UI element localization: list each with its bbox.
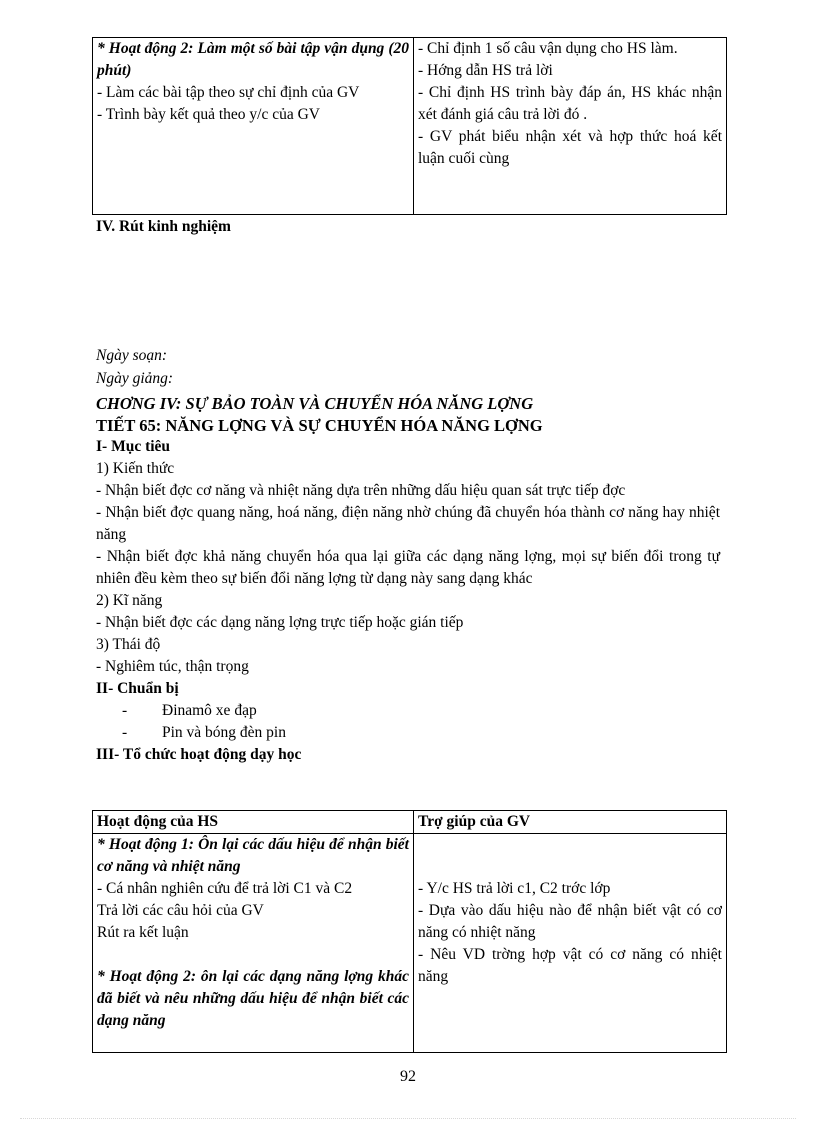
- teacher-support-cell: [414, 834, 727, 1053]
- page-number: 92: [400, 1068, 416, 1085]
- student-line: Trả lời các câu hỏi của GV: [97, 902, 264, 919]
- attitude-heading: 3) Thái độ: [96, 636, 161, 653]
- skills-item: - Nhận biết đợc các dạng năng lợng trực tiếp hoặc gián tiếp: [96, 614, 464, 631]
- teacher-line: - Chỉ định HS trình bày đáp án, HS khác nhận xét đánh giá câu trả lời đó .: [418, 84, 722, 123]
- student-activity-cell: [93, 834, 414, 1053]
- lesson-title: TIẾT 65: NĂNG LỢNG VÀ SỰ CHUYỂN HÓA NĂNG LỢNG: [96, 416, 543, 435]
- table-row: [93, 38, 727, 215]
- attitude-item: - Nghiêm túc, thận trọng: [96, 658, 249, 675]
- knowledge-item: - Nhận biết đợc cơ năng và nhiệt năng dựa trên những dấu hiệu quan sát trực tiếp đợc: [96, 482, 626, 499]
- dash-bullet: -: [122, 702, 128, 719]
- activity-1-title: * Hoạt động 1: Ôn lại các dấu hiệu để nhận biết cơ năng và nhiệt năng: [97, 836, 409, 875]
- activity-table-continued: [92, 37, 727, 215]
- header-teacher-support: Trợ giúp của GV: [414, 811, 727, 834]
- header-student-activity: Hoạt động của HS: [93, 811, 414, 834]
- section-iv-heading: IV. Rút kinh nghiệm: [96, 218, 231, 235]
- prep-item: Pin và bóng đèn pin: [162, 724, 286, 741]
- section-ii-heading: II- Chuẩn bị: [96, 680, 179, 697]
- teacher-line: - Nêu VD trờng hợp vật có cơ năng có nhiệt năng: [418, 946, 722, 985]
- teacher-line: - Y/c HS trả lời c1, C2 trớc lớp: [418, 880, 611, 897]
- teacher-line: - Chỉ định 1 số câu vận dụng cho HS làm.: [418, 40, 678, 57]
- section-i: [96, 436, 720, 766]
- list-item: [96, 722, 720, 744]
- knowledge-item: - Nhận biết đợc khả năng chuyển hóa qua lại giữa các dạng năng lợng, mọi sự biến đổi trong tự nhiên đều kèm theo sự biến đổi năng lợng từ dạng này sang dạng khác: [96, 548, 720, 587]
- activity-2-title: * Hoạt động 2: Làm một số bài tập vận dụng (20 phút): [97, 40, 409, 79]
- skills-heading: 2) Kĩ năng: [96, 592, 163, 609]
- activity-table: [92, 810, 727, 1053]
- activity-2-title: * Hoạt động 2: ôn lại các dạng năng lợng khác đã biết và nêu những dấu hiệu để nhận biết các dạng năng: [97, 968, 409, 1029]
- student-line: - Làm các bài tập theo sự chỉ định của GV: [97, 84, 360, 101]
- teacher-line: - GV phát biểu nhận xét và hợp thức hoá kết luận cuối cùng: [418, 128, 722, 167]
- student-line: Rút ra kết luận: [97, 924, 189, 941]
- section-iii-heading: III- Tổ chức hoạt động dạy học: [96, 746, 302, 763]
- dash-bullet: -: [122, 724, 128, 741]
- chapter-title: CHƠNG IV: SỰ BẢO TOÀN VÀ CHUYỂN HÓA NĂNG LỢNG: [96, 394, 534, 413]
- knowledge-heading: 1) Kiến thức: [96, 460, 175, 477]
- student-activity-cell: [93, 38, 414, 215]
- prep-item: Đinamô xe đạp: [162, 702, 257, 719]
- list-item: [96, 700, 720, 722]
- page-separator: [20, 1118, 796, 1119]
- student-line: - Cá nhân nghiên cứu để trả lời C1 và C2: [97, 880, 353, 897]
- section-i-heading: I- Mục tiêu: [96, 438, 171, 455]
- knowledge-item: - Nhận biết đợc quang năng, hoá năng, điện năng nhờ chúng đã chuyển hóa thành cơ năng hay nhiệt năng: [96, 504, 720, 543]
- table-header-row: [93, 811, 727, 834]
- table-row: [93, 834, 727, 1053]
- teacher-line: - Hớng dẫn HS trả lời: [418, 62, 553, 79]
- date-prepared: Ngày soạn:: [96, 347, 168, 364]
- student-line: - Trình bày kết quả theo y/c của GV: [97, 106, 320, 123]
- teacher-support-cell: [414, 38, 727, 215]
- teacher-line: - Dựa vào dấu hiệu nào để nhận biết vật có cơ năng có nhiệt năng: [418, 902, 722, 941]
- date-taught: Ngày giảng:: [96, 370, 174, 387]
